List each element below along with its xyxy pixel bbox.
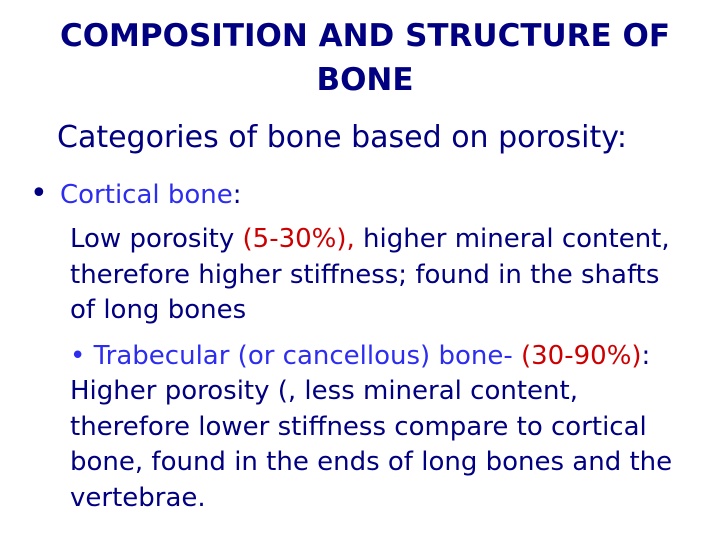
cortical-text-after: higher mineral content, therefore higher stiffness; found in the shafts of long bones bbox=[70, 224, 670, 325]
slide-body bbox=[70, 222, 685, 516]
trabecular-description bbox=[70, 339, 685, 517]
trabecular-bullet: • bbox=[70, 340, 94, 371]
cortical-bullet-heading bbox=[30, 176, 242, 213]
cortical-porosity: (5-30%), bbox=[242, 224, 355, 254]
bullet-icon: • bbox=[30, 176, 48, 211]
trabecular-text-after: : Higher porosity (, less mineral content, therefore lower stiffness compare to cortical bone, found in the ends of long bones and the vertebrae. bbox=[70, 340, 673, 513]
cortical-colon: : bbox=[232, 180, 242, 210]
slide-title-line-2: BONE bbox=[316, 62, 414, 98]
slide-subtitle: Categories of bone based on porosity: bbox=[57, 120, 627, 155]
trabecular-term: Trabecular (or cancellous) bone- bbox=[93, 340, 521, 371]
cortical-term: Cortical bone bbox=[60, 180, 233, 210]
trabecular-porosity: (30-90%) bbox=[521, 340, 642, 371]
cortical-text-before: Low porosity bbox=[70, 224, 243, 254]
slide-title bbox=[20, 14, 710, 102]
cortical-description bbox=[70, 222, 685, 329]
slide-title-line-1: COMPOSITION AND STRUCTURE OF bbox=[59, 18, 671, 54]
